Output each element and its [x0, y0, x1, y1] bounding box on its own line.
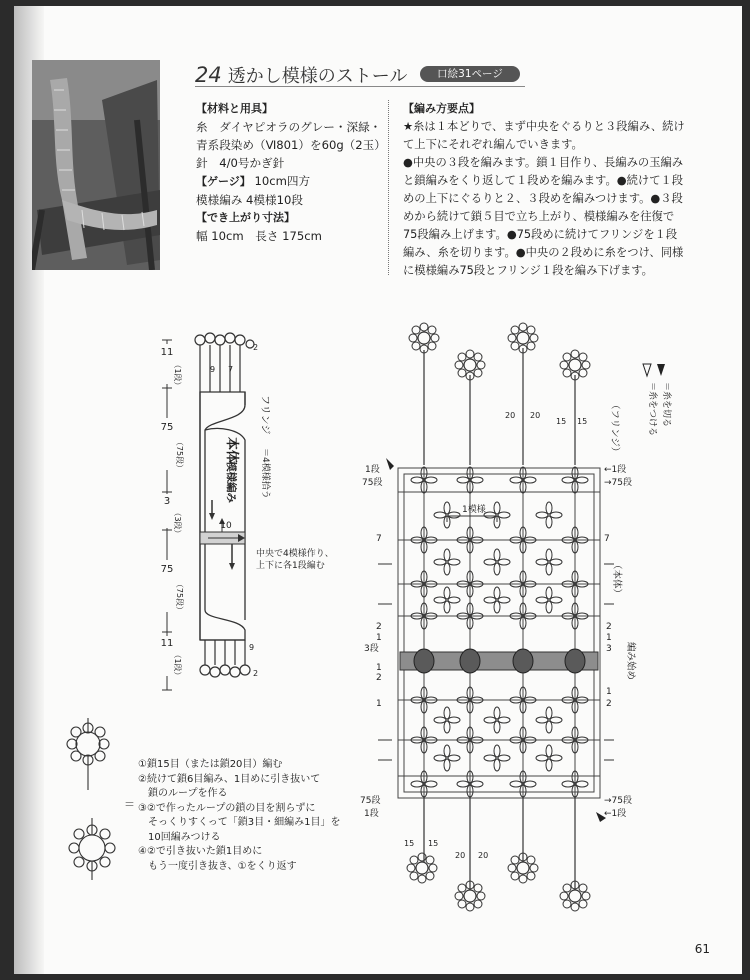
- instruction-step-4a: ④②で引き抜いた鎖1目めに: [138, 846, 263, 857]
- stem-count-15: 15: [428, 839, 439, 848]
- stem-count-20: 20: [530, 411, 541, 420]
- row-label-right-7: 7: [604, 534, 610, 544]
- dim-top-rows: （1段）: [173, 360, 182, 390]
- schematic-n2-bottom: 2: [253, 669, 259, 678]
- row-label-right-75: →75段: [604, 478, 632, 488]
- row-label-2: 2: [376, 673, 382, 683]
- dim-3-rows: （3段）: [173, 508, 182, 538]
- schematic-n7-top: 7: [228, 365, 234, 374]
- schematic-n2-top: 2: [253, 343, 259, 352]
- materials-hook: 針 4/0号かぎ針: [196, 156, 285, 170]
- one-pattern-label: 1模様: [462, 505, 486, 515]
- schematic-pattern-label: 模様編み: [225, 461, 237, 503]
- row-label-2: 2: [376, 622, 382, 632]
- pattern-name: 透かし模様のストール: [227, 66, 408, 87]
- row-label-right-1: ←1段: [604, 465, 627, 475]
- dim-3-value: 3: [163, 496, 171, 507]
- page-number: 61: [694, 942, 710, 956]
- stem-count-15: 15: [577, 417, 588, 426]
- chart-body-label: （本体）: [611, 560, 622, 599]
- method-line: と鎖編みをくり返して１段めを編みます。●続けて１段: [403, 174, 684, 187]
- row-label-right-1: 1: [606, 687, 612, 697]
- stem-count-15: 15: [404, 839, 415, 848]
- dim-75b-rows: （75段）: [175, 579, 184, 615]
- instruction-step-3c: 10回編みつける: [138, 831, 221, 843]
- size-heading: 【でき上がり寸法】: [196, 211, 295, 224]
- size-value: 幅 10cm 長さ 175cm: [196, 229, 322, 243]
- row-label-75: 75段: [360, 796, 381, 806]
- schematic-fringe-label: フリンジ: [259, 395, 270, 435]
- dim-bottom-value: 11: [160, 638, 174, 649]
- row-label-75: 75段: [362, 478, 383, 488]
- stem-count-20: 20: [455, 851, 466, 860]
- instruction-step-2b: 鎖のループを作る: [138, 788, 228, 799]
- schematic-n9-top: 9: [210, 365, 216, 374]
- dim-75-rows: （75段）: [175, 437, 184, 473]
- materials-heading: 【材料と用具】: [196, 102, 273, 115]
- schematic-width-label: 10: [220, 521, 232, 531]
- method-line: 75段編み上げます。●75段めに続けてフリンジを１段: [403, 228, 678, 241]
- schematic-center-note-1: 中央で4模様作り、: [256, 549, 334, 559]
- stem-count-20: 20: [505, 411, 516, 420]
- instruction-step-2a: ②続けて鎖6目編み、1目めに引き抜いて: [138, 773, 321, 785]
- materials-yarn-line2: 青系段染め（Ⅵ801）を60g（2玉）: [196, 138, 386, 152]
- row-label-right-2: 2: [606, 699, 612, 709]
- stem-count-20: 20: [478, 851, 489, 860]
- instruction-step-4b: もう一度引き抜き、①をくり返す: [138, 860, 297, 872]
- legend-cut: ＝糸を切る: [661, 382, 671, 428]
- row-label-right-1: ←1段: [604, 809, 627, 819]
- schematic-body-label: 本体: [224, 436, 239, 464]
- method-line: に模様編み75段とフリンジ１段を編み下げます。: [403, 264, 653, 277]
- chart-fringe-label: （フリンジ）: [609, 400, 620, 457]
- instructions: [138, 758, 341, 874]
- method-line: ●中央の３段を編みます。鎖１目作り、長編みの玉編み: [403, 156, 684, 169]
- chart-start-label: 編み始め: [625, 642, 636, 681]
- instruction-step-3b: そっくりすくって「鎖3目・細編み1目」を: [138, 817, 341, 828]
- pattern-number: 24: [195, 63, 222, 87]
- method-heading: 【編み方要点】: [403, 102, 480, 115]
- dim-75-value: 75: [160, 422, 174, 433]
- row-label-1: 1段: [364, 809, 379, 819]
- equals-sign: ＝: [124, 798, 135, 811]
- reference-badge: 口絵31ページ: [420, 66, 520, 82]
- method-line: めの上下にぐるりと２、３段めを編みつけます。●３段: [403, 192, 683, 205]
- method-line: 編み、糸を切ります。●中央の２段めに糸をつけ、同様: [403, 246, 684, 259]
- stem-count-15: 15: [556, 417, 567, 426]
- instruction-step-1: ①鎖15目（または鎖20目）編む: [138, 759, 283, 770]
- row-label-1: 1: [376, 699, 382, 709]
- row-label-right-2: 2: [606, 622, 612, 632]
- gauge-value: 10cm四方: [254, 174, 311, 188]
- gauge-heading: 【ゲージ】: [196, 175, 251, 188]
- row-label-right-75: →75段: [604, 796, 632, 806]
- row-label-1: 1段: [365, 465, 380, 475]
- row-label-1: 1: [376, 663, 382, 673]
- row-label-right-3: 3: [606, 644, 612, 654]
- schematic-pick-note: ＝4模様拾う: [260, 448, 270, 499]
- materials-yarn-line1: 糸 ダイヤピオラのグレー・深緑・: [196, 120, 382, 134]
- instruction-step-3a: ③②で作ったループの鎖の目を割らずに: [138, 802, 316, 814]
- method-line: て上下にそれぞれ編んでいきます。: [403, 138, 583, 151]
- method-line: ★糸は１本どりで、まず中央をぐるりと３段編み、続け: [403, 120, 685, 133]
- row-label-7: 7: [376, 534, 382, 544]
- schematic-n9-bottom: 9: [249, 643, 255, 652]
- row-label-right-1: 1: [606, 633, 612, 643]
- method-line: めから続けて鎖５目で立ち上がり、模様編みを往復で: [403, 210, 675, 223]
- row-label-1: 1: [376, 633, 382, 643]
- legend-attach: ＝糸をつける: [647, 382, 657, 437]
- dim-75b-value: 75: [160, 564, 174, 575]
- row-label-3: 3段: [364, 644, 379, 654]
- schematic-center-note-2: 上下に各1段編む: [256, 561, 325, 571]
- dim-top-value: 11: [160, 347, 174, 358]
- gauge-detail: 模様編み 4模様10段: [196, 193, 303, 207]
- dim-bottom-rows: （1段）: [173, 650, 182, 680]
